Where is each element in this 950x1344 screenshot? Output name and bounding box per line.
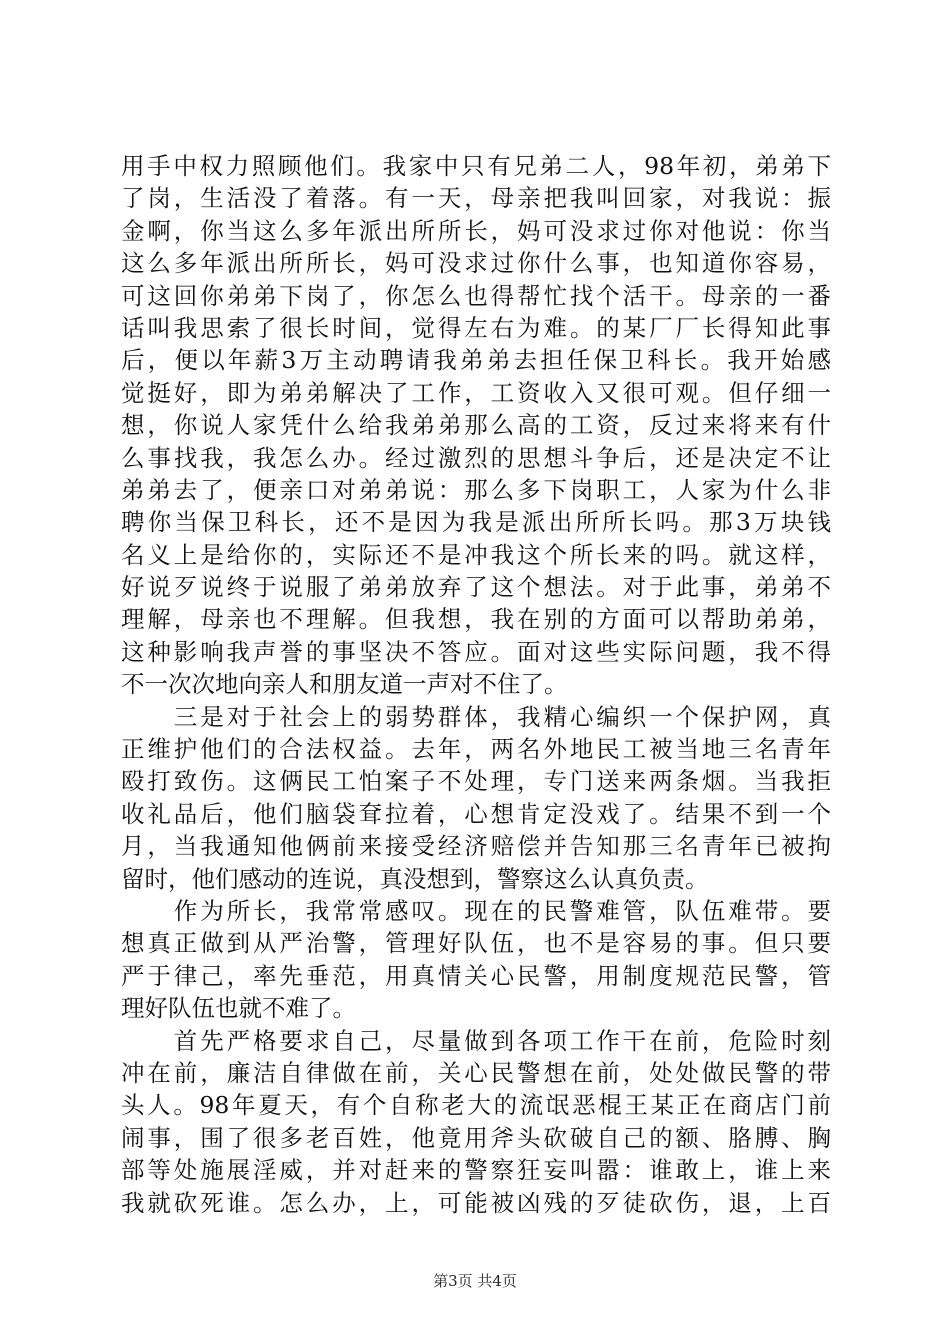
- text-line: 聘你当保卫科长，还不是因为我是派出所所长吗。那3万块钱: [121, 508, 831, 537]
- text-line: 了岗，生活没了着落。有一天，母亲把我叫回家，对我说：振: [121, 184, 831, 213]
- text-line: 么事找我，我怎么办。经过激烈的思想斗争后，还是决定不让: [121, 443, 831, 472]
- text-line: 金啊，你当这么多年派出所所长，妈可没求过你对他说：你当: [121, 216, 831, 245]
- text-line: 月，当我通知他俩前来接受经济赔偿并告知那三名青年已被拘: [121, 832, 831, 861]
- text-line: 殴打致伤。这俩民工怕案子不处理，专门送来两条烟。当我拒: [121, 767, 831, 796]
- text-line: 好说歹说终于说服了弟弟放弃了这个想法。对于此事，弟弟不: [121, 573, 831, 602]
- text-line: 理好队伍也就不难了。: [121, 994, 356, 1023]
- text-line: 闹事，围了很多老百姓，他竟用斧头砍破自己的额、胳膊、胸: [121, 1123, 831, 1152]
- text-line: 后，便以年薪3万主动聘请我弟弟去担任保卫科长。我开始感: [121, 346, 831, 375]
- text-line: 不一次次地向亲人和朋友道一声对不住了。: [121, 670, 568, 699]
- text-line: 理解，母亲也不理解。但我想，我在别的方面可以帮助弟弟，: [121, 605, 831, 634]
- text-line: 可这回你弟弟下岗了，你怎么也得帮忙找个活干。母亲的一番: [121, 281, 831, 310]
- text-line: 用手中权力照顾他们。我家中只有兄弟二人，98年初，弟弟下: [121, 152, 831, 180]
- text-line: 话叫我思索了很长时间，觉得左右为难。的某厂厂长得知此事: [121, 313, 831, 342]
- text-line: 这种影响我声誉的事坚决不答应。面对这些实际问题，我不得: [121, 637, 831, 666]
- text-line: 想，你说人家凭什么给我弟弟那么高的工资，反过来将来有什: [121, 411, 831, 440]
- text-line: 想真正做到从严治警，管理好队伍，也不是容易的事。但只要: [121, 929, 831, 958]
- text-line: 这么多年派出所所长，妈可没求过你什么事，也知道你容易，: [121, 249, 831, 278]
- text-line: 部等处施展淫威，并对赶来的警察狂妄叫嚣：谁敢上，谁上来: [121, 1156, 831, 1185]
- text-line: 名义上是给你的，实际还不是冲我这个所长来的吗。就这样，: [121, 540, 831, 569]
- text-line: 正维护他们的合法权益。去年，两名外地民工被当地三名青年: [121, 735, 831, 764]
- text-line: 严于律己，率先垂范，用真情关心民警，用制度规范民警，管: [121, 961, 831, 990]
- text-line: 冲在前，廉洁自律做在前，关心民警想在前，处处做民警的带: [121, 1058, 831, 1087]
- text-line: 头人。98年夏天，有个自称老大的流氓恶棍王某正在商店门前: [121, 1091, 831, 1120]
- page-footer: [0, 1270, 950, 1291]
- text-line: 首先严格要求自己，尽量做到各项工作干在前，危险时刻: [121, 1026, 831, 1055]
- text-line: 收礼品后，他们脑袋耷拉着，心想肯定没戏了。结果不到一个: [121, 799, 831, 828]
- text-line: 我就砍死谁。怎么办，上，可能被凶残的歹徒砍伤，退，上百: [121, 1188, 831, 1217]
- text-line: 觉挺好，即为弟弟解决了工作，工资收入又很可观。但仔细一: [121, 378, 831, 407]
- text-line: 三是对于社会上的弱势群体，我精心编织一个保护网，真: [121, 702, 831, 731]
- page-number: 第3页 共4页: [433, 1272, 517, 1290]
- text-line: 作为所长，我常常感叹。现在的民警难管，队伍难带。要: [121, 896, 831, 925]
- text-line: 留时，他们感动的连说，真没想到，警察这么认真负责。: [121, 864, 709, 893]
- text-line: 弟弟去了，便亲口对弟弟说：那么多下岗职工，人家为什么非: [121, 475, 831, 504]
- document-body: [121, 150, 831, 1219]
